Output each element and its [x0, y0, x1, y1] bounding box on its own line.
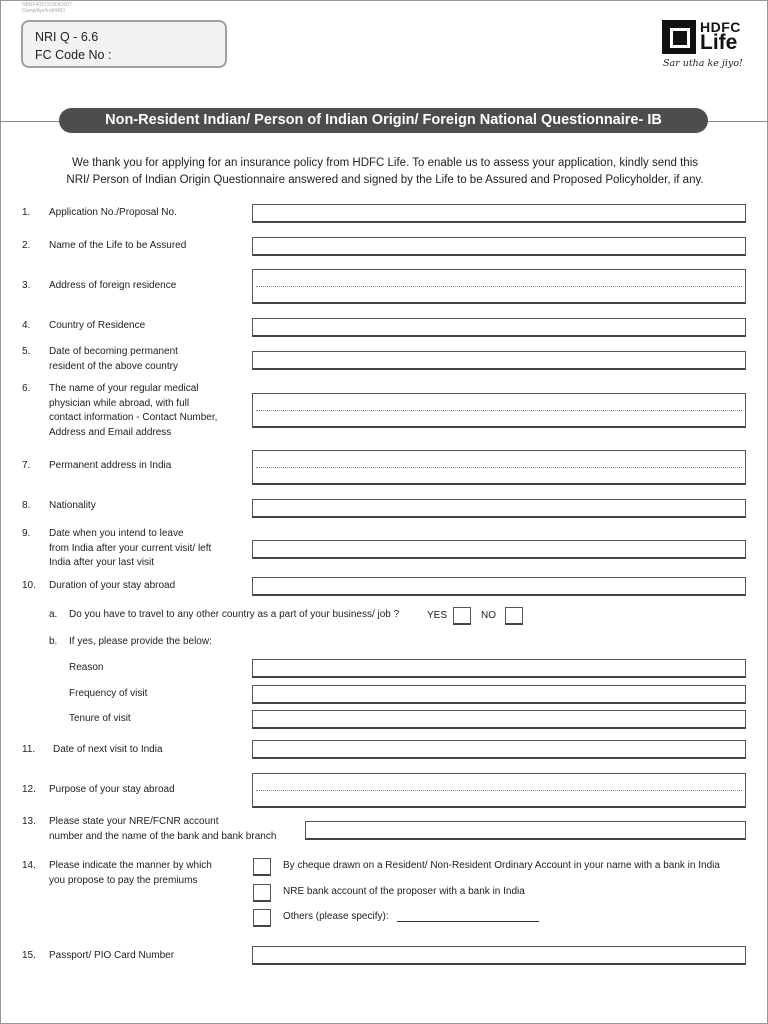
hdfc-square-icon	[662, 20, 696, 54]
q10a-text: Do you have to travel to any other country as a part of your business/ job ?	[69, 609, 400, 620]
stay-duration-field[interactable]	[252, 577, 746, 596]
leave-india-date-field[interactable]	[252, 540, 746, 559]
intro-text	[40, 155, 730, 189]
application-no-field[interactable]	[252, 204, 746, 223]
q3-label: Address of foreign residence	[49, 280, 177, 291]
q14-number: 14.	[22, 860, 36, 871]
fc-code-label: FC Code No :	[35, 48, 112, 62]
others-option-label: Others (please specify):	[283, 911, 389, 922]
foreign-address-field[interactable]	[252, 269, 746, 304]
q10b-letter: b.	[49, 636, 58, 647]
q9-label-line: from India after your current visit/ left	[49, 542, 212, 554]
cheque-checkbox[interactable]	[253, 858, 271, 876]
logo-brand: HDFC	[700, 19, 741, 35]
q6-label-line: The name of your regular medical	[49, 383, 199, 394]
no-label: NO	[481, 610, 496, 621]
q6-label-line: physician while abroad, with full	[49, 397, 190, 409]
country-residence-field[interactable]	[252, 318, 746, 337]
q4-number: 4.	[22, 320, 31, 331]
q8-label: Nationality	[49, 500, 96, 511]
q5-label	[49, 345, 249, 374]
stay-purpose-field[interactable]	[252, 773, 746, 808]
form-version: NRI Q - 6.6	[35, 30, 99, 44]
q14-label-line: you propose to pay the premiums	[49, 874, 198, 886]
q11-label: Date of next visit to India	[53, 744, 163, 755]
next-visit-date-field[interactable]	[252, 740, 746, 759]
q15-label: Passport/ PIO Card Number	[49, 950, 175, 961]
q3-number: 3.	[22, 280, 31, 291]
q6-label-line: contact information - Contact Number,	[49, 412, 218, 423]
q8-number: 8.	[22, 500, 31, 511]
frequency-label: Frequency of visit	[69, 688, 148, 699]
q2-label: Name of the Life to be Assured	[49, 240, 187, 251]
q5-label-line: Date of becoming permanent	[49, 346, 178, 357]
q9-label-line: India after your last visit	[49, 557, 155, 568]
logo-tagline: Sar utha ke jiyo!	[663, 58, 743, 69]
q9-number: 9.	[22, 528, 31, 539]
q13-label-line: number and the name of the bank and bank branch	[49, 830, 277, 842]
others-specify-line[interactable]	[397, 921, 539, 922]
q4-label: Country of Residence	[49, 320, 146, 331]
yes-label: YES	[427, 610, 448, 621]
passport-number-field[interactable]	[252, 946, 746, 965]
intro-line1: We thank you for applying for an insurance policy from HDFC Life. To enable us to assess your application, kindly send this	[71, 157, 698, 169]
q9-label	[49, 527, 249, 571]
india-address-field[interactable]	[252, 450, 746, 485]
q14-label	[49, 859, 249, 888]
nationality-field[interactable]	[252, 499, 746, 518]
nre-account-field[interactable]	[305, 821, 746, 840]
q12-label: Purpose of your stay abroad	[49, 784, 175, 795]
q6-label-line: Address and Email address	[49, 426, 172, 438]
q13-number: 13.	[22, 816, 36, 827]
q9-label-line: Date when you intend to leave	[49, 528, 184, 539]
q13-label	[49, 815, 299, 844]
permanent-resident-date-field[interactable]	[252, 351, 746, 370]
q11-number: 11.	[22, 744, 36, 755]
q1-number: 1.	[22, 207, 31, 218]
q10-number: 10.	[22, 580, 36, 591]
fc-code-box	[21, 20, 227, 68]
q10a-letter: a.	[49, 609, 58, 620]
q6-label	[49, 382, 254, 440]
q7-label: Permanent address in India	[49, 460, 172, 471]
form-code-line2: Comp/Apr/Ind/4461	[22, 8, 66, 14]
reason-field[interactable]	[252, 659, 746, 678]
hdfc-life-logo	[662, 20, 752, 76]
q1-label: Application No./Proposal No.	[49, 207, 177, 218]
cheque-option-label: By cheque drawn on a Resident/ Non-Resident Ordinary Account in your name with a bank in India	[283, 860, 720, 871]
nre-option-label: NRE bank account of the proposer with a bank in India	[283, 886, 525, 897]
intro-line2: NRI/ Person of Indian Origin Questionnaire answered and signed by the Life to be Assured and Proposed Policyholder, if any.	[66, 174, 704, 186]
frequency-field[interactable]	[252, 685, 746, 704]
others-checkbox[interactable]	[253, 909, 271, 927]
q7-number: 7.	[22, 460, 31, 471]
q6-number: 6.	[22, 383, 31, 394]
form-code-line1: NBRF4037210041507	[22, 2, 72, 8]
tenure-field[interactable]	[252, 710, 746, 729]
q2-number: 2.	[22, 240, 31, 251]
nre-account-checkbox[interactable]	[253, 884, 271, 902]
q14-label-line: Please indicate the manner by which	[49, 860, 212, 871]
q12-number: 12.	[22, 784, 36, 795]
yes-checkbox[interactable]	[453, 607, 471, 625]
no-checkbox[interactable]	[505, 607, 523, 625]
q10b-text: If yes, please provide the below:	[69, 636, 212, 647]
q13-label-line: Please state your NRE/FCNR account	[49, 816, 219, 827]
physician-info-field[interactable]	[252, 393, 746, 428]
q15-number: 15.	[22, 950, 36, 961]
tenure-label: Tenure of visit	[69, 713, 131, 724]
q5-number: 5.	[22, 346, 31, 357]
logo-product: Life	[700, 31, 738, 54]
form-title: Non-Resident Indian/ Person of Indian Origin/ Foreign National Questionnaire- IB	[59, 108, 708, 133]
q5-label-line: resident of the above country	[49, 360, 178, 372]
life-assured-name-field[interactable]	[252, 237, 746, 256]
q10-label: Duration of your stay abroad	[49, 580, 176, 591]
reason-label: Reason	[69, 662, 104, 673]
